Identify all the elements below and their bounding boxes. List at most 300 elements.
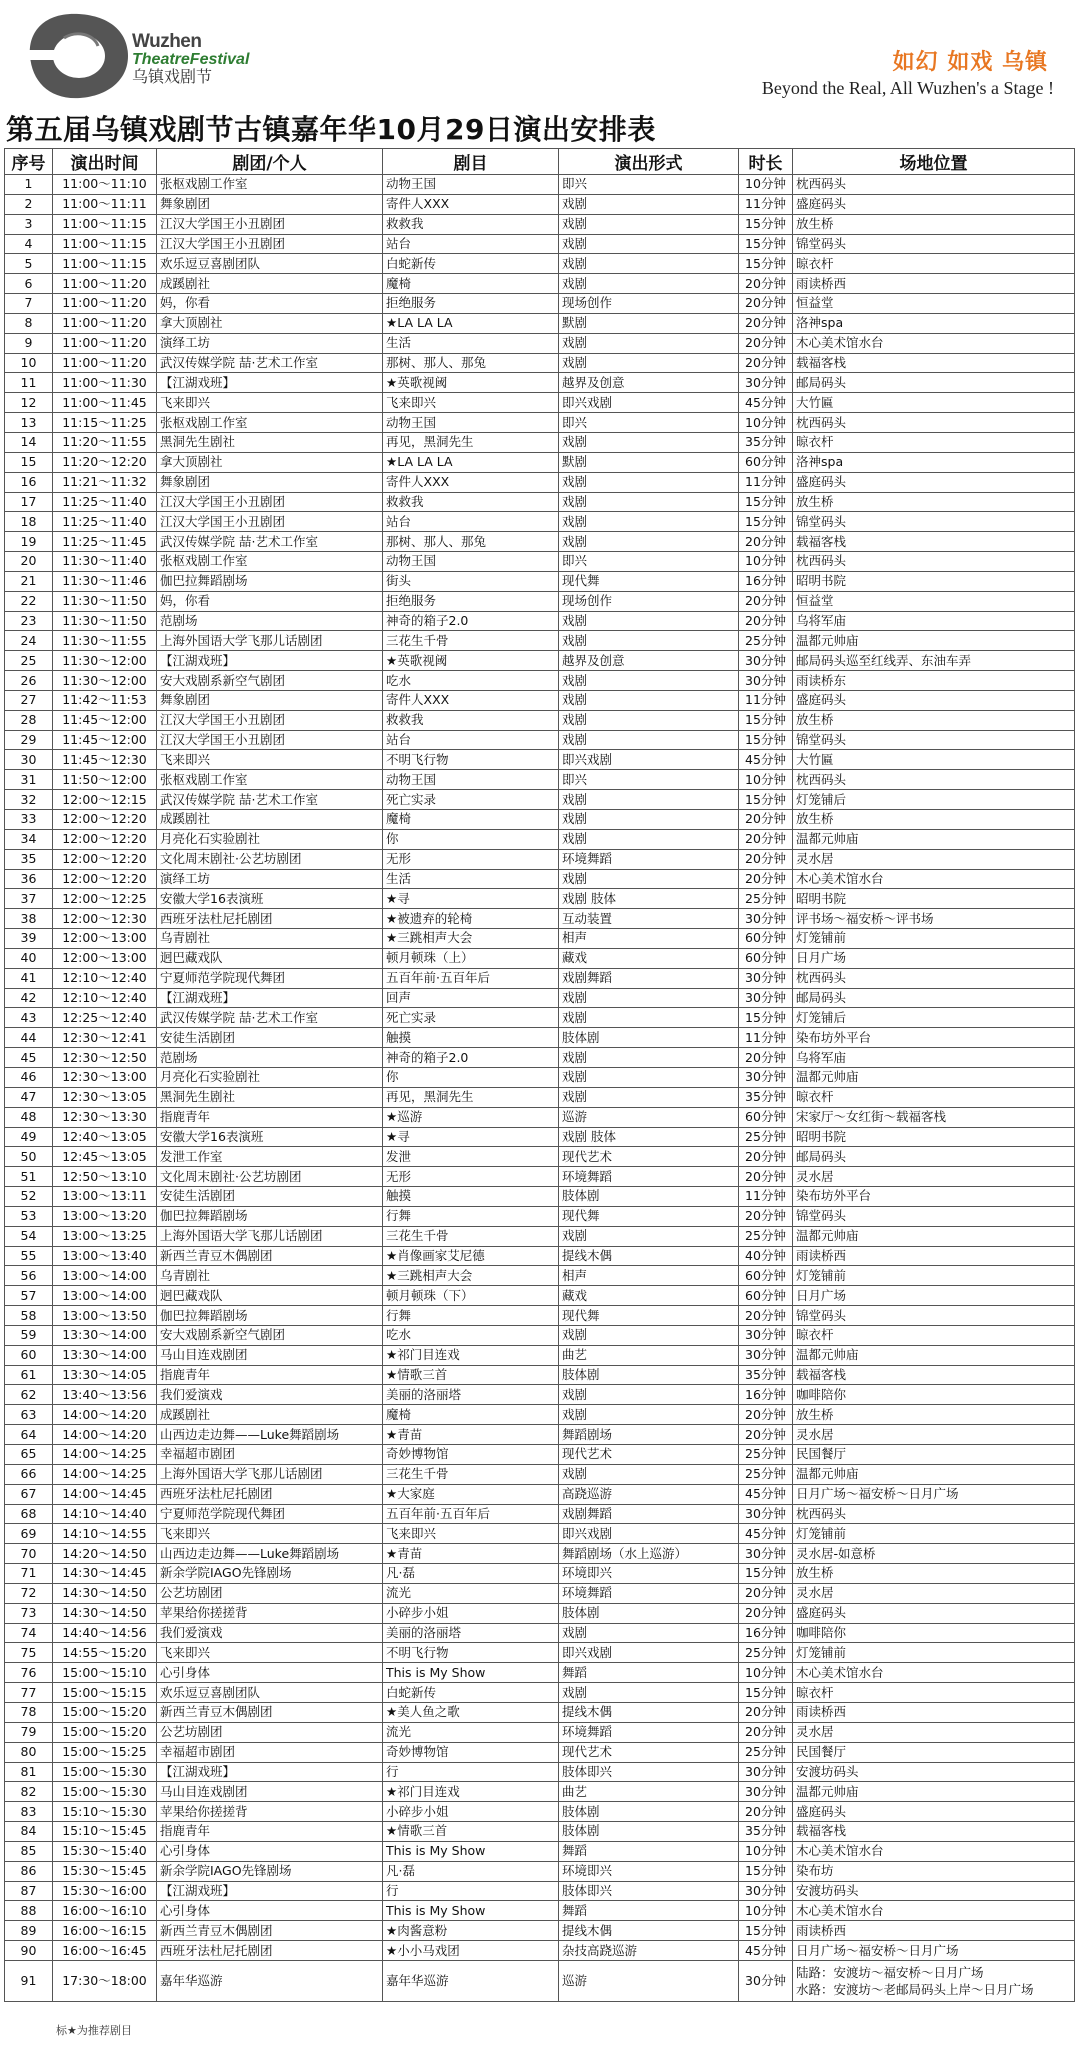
table-row	[5, 1266, 1075, 1286]
cell-troupe: 安徽大学16表演班	[157, 1127, 383, 1147]
cell-index: 29	[5, 730, 53, 750]
cell-duration: 10分钟	[739, 770, 793, 790]
cell-form: 戏剧	[559, 512, 739, 532]
cell-venue: 放生桥	[793, 710, 1075, 730]
cell-troupe: 上海外国语大学飞那儿话剧团	[157, 1226, 383, 1246]
cell-troupe: 成蹊剧社	[157, 810, 383, 830]
cell-troupe: 西班牙法杜尼托剧团	[157, 909, 383, 929]
cell-form: 戏剧	[559, 690, 739, 710]
cell-time: 13:30～14:00	[53, 1325, 157, 1345]
cell-form: 即兴戏剧	[559, 393, 739, 413]
cell-index: 68	[5, 1504, 53, 1524]
cell-venue: 放生桥	[793, 1564, 1075, 1584]
cell-duration: 30分钟	[739, 1067, 793, 1087]
cell-time: 14:10～14:55	[53, 1524, 157, 1544]
cell-troupe: 拿大顶剧社	[157, 313, 383, 333]
cell-play: ★英歌视阈	[383, 373, 559, 393]
cell-form: 舞蹈	[559, 1663, 739, 1683]
cell-venue: 邮局码头巡至红线弄、东油车弄	[793, 651, 1075, 671]
cell-index: 13	[5, 413, 53, 433]
cell-index: 64	[5, 1425, 53, 1445]
cell-troupe: 飞来即兴	[157, 1524, 383, 1544]
cell-form: 戏剧	[559, 631, 739, 651]
table-row	[5, 1246, 1075, 1266]
cell-form: 舞蹈	[559, 1841, 739, 1861]
cell-time: 13:40～13:56	[53, 1385, 157, 1405]
cell-duration: 60分钟	[739, 1107, 793, 1127]
cell-troupe: 迥巴藏戏队	[157, 1286, 383, 1306]
cell-duration: 20分钟	[739, 1425, 793, 1445]
cell-venue: 雨读桥西	[793, 1702, 1075, 1722]
table-row	[5, 1445, 1075, 1465]
cell-duration: 20分钟	[739, 274, 793, 294]
cell-time: 15:00～15:20	[53, 1722, 157, 1742]
cell-index: 63	[5, 1405, 53, 1425]
table-row	[5, 1841, 1075, 1861]
cell-duration: 20分钟	[739, 1306, 793, 1326]
cell-venue: 洛神spa	[793, 452, 1075, 472]
cell-venue: 晾衣杆	[793, 1087, 1075, 1107]
cell-play: 美丽的洛丽塔	[383, 1385, 559, 1405]
cell-form: 即兴戏剧	[559, 750, 739, 770]
cell-venue: 枕西码头	[793, 175, 1075, 195]
cell-venue: 灯笼铺后	[793, 1008, 1075, 1028]
table-row	[5, 1167, 1075, 1187]
cell-troupe: 【江湖戏班】	[157, 988, 383, 1008]
table-row	[5, 1901, 1075, 1921]
cell-form: 戏剧舞蹈	[559, 1504, 739, 1524]
cell-time: 12:00～12:15	[53, 790, 157, 810]
cell-time: 15:30～15:45	[53, 1861, 157, 1881]
brand-line-1: Wuzhen	[132, 31, 202, 52]
cell-time: 15:00～15:25	[53, 1742, 157, 1762]
cell-venue: 大竹匾	[793, 750, 1075, 770]
cell-play: 飞来即兴	[383, 1524, 559, 1544]
cell-troupe: 新西兰青豆木偶剧团	[157, 1921, 383, 1941]
cell-form: 戏剧	[559, 869, 739, 889]
cell-time: 14:10～14:40	[53, 1504, 157, 1524]
table-row	[5, 770, 1075, 790]
cell-form: 肢体即兴	[559, 1881, 739, 1901]
cell-venue: 盛庭码头	[793, 194, 1075, 214]
cell-venue: 雨读桥东	[793, 671, 1075, 691]
cell-index: 26	[5, 671, 53, 691]
cell-play: 生活	[383, 333, 559, 353]
cell-index: 34	[5, 829, 53, 849]
cell-duration: 20分钟	[739, 869, 793, 889]
cell-play: 再见，黑洞先生	[383, 432, 559, 452]
cell-troupe: 安大戏剧系新空气剧团	[157, 1325, 383, 1345]
cell-form: 互动装置	[559, 909, 739, 929]
cell-time: 12:30～12:50	[53, 1048, 157, 1068]
cell-venue: 枕西码头	[793, 770, 1075, 790]
cell-duration: 11分钟	[739, 472, 793, 492]
cell-time: 12:00～12:20	[53, 829, 157, 849]
cell-venue: 枕西码头	[793, 968, 1075, 988]
cell-play: 触摸	[383, 1028, 559, 1048]
cell-troupe: 新西兰青豆木偶剧团	[157, 1702, 383, 1722]
cell-play: 行舞	[383, 1206, 559, 1226]
page-title: 第五届乌镇戏剧节古镇嘉年华10月29日演出安排表	[6, 113, 656, 146]
cell-time: 11:45～12:30	[53, 750, 157, 770]
cell-play: 魔椅	[383, 810, 559, 830]
cell-form: 戏剧	[559, 492, 739, 512]
cell-duration: 35分钟	[739, 432, 793, 452]
cell-form: 戏剧	[559, 810, 739, 830]
cell-play: 嘉年华巡游	[383, 1960, 559, 2001]
cell-venue: 灵水居-如意桥	[793, 1544, 1075, 1564]
cell-index: 80	[5, 1742, 53, 1762]
cell-form: 戏剧	[559, 1405, 739, 1425]
cell-troupe: 妈，你看	[157, 294, 383, 314]
cell-play: 街头	[383, 571, 559, 591]
cell-troupe: 江汉大学国王小丑剧团	[157, 512, 383, 532]
cell-form: 现代舞	[559, 1306, 739, 1326]
cell-venue: 温都元帅庙	[793, 1464, 1075, 1484]
table-row	[5, 492, 1075, 512]
cell-time: 11:00～11:20	[53, 294, 157, 314]
cell-form: 提线木偶	[559, 1921, 739, 1941]
cell-form: 舞蹈剧场	[559, 1425, 739, 1445]
cell-duration: 10分钟	[739, 413, 793, 433]
table-row	[5, 472, 1075, 492]
cell-troupe: 山西边走边舞——Luke舞蹈剧场	[157, 1544, 383, 1564]
cell-time: 14:00～14:20	[53, 1425, 157, 1445]
header-play: 剧目	[383, 149, 559, 175]
cell-troupe: 我们爱演戏	[157, 1385, 383, 1405]
cell-play: 流光	[383, 1722, 559, 1742]
cell-troupe: 飞来即兴	[157, 750, 383, 770]
cell-troupe: 拿大顶剧社	[157, 452, 383, 472]
cell-duration: 15分钟	[739, 492, 793, 512]
cell-duration: 25分钟	[739, 1464, 793, 1484]
cell-time: 11:00～11:30	[53, 373, 157, 393]
cell-venue: 灯笼铺后	[793, 790, 1075, 810]
cell-index: 28	[5, 710, 53, 730]
cell-venue: 盛庭码头	[793, 1802, 1075, 1822]
cell-index: 65	[5, 1445, 53, 1465]
cell-troupe: 江汉大学国王小丑剧团	[157, 730, 383, 750]
table-row	[5, 1623, 1075, 1643]
cell-index: 2	[5, 194, 53, 214]
cell-form: 即兴	[559, 175, 739, 195]
wuzhen-theatre-logo	[24, 10, 134, 102]
cell-duration: 20分钟	[739, 611, 793, 631]
cell-duration: 30分钟	[739, 1762, 793, 1782]
cell-play: 顿月顿珠（上）	[383, 948, 559, 968]
schedule-table	[4, 148, 1075, 2002]
cell-duration: 60分钟	[739, 948, 793, 968]
cell-play: ★大家庭	[383, 1484, 559, 1504]
cell-time: 11:42～11:53	[53, 690, 157, 710]
table-row	[5, 393, 1075, 413]
cell-venue: 安渡坊码头	[793, 1762, 1075, 1782]
cell-time: 14:00～14:25	[53, 1445, 157, 1465]
cell-form: 相声	[559, 1266, 739, 1286]
cell-venue: 晾衣杆	[793, 254, 1075, 274]
cell-form: 戏剧	[559, 1008, 739, 1028]
slogan-english: Beyond the Real, All Wuzhen's a Stage !	[761, 78, 1054, 98]
cell-play: This is My Show	[383, 1901, 559, 1921]
cell-time: 11:00～11:15	[53, 254, 157, 274]
cell-time: 11:25～11:40	[53, 512, 157, 532]
cell-time: 12:10～12:40	[53, 988, 157, 1008]
cell-index: 16	[5, 472, 53, 492]
cell-play: ★被遗弃的轮椅	[383, 909, 559, 929]
cell-index: 53	[5, 1206, 53, 1226]
cell-play: ★英歌视阈	[383, 651, 559, 671]
cell-form: 肢体剧	[559, 1028, 739, 1048]
cell-form: 戏剧	[559, 730, 739, 750]
cell-form: 戏剧	[559, 274, 739, 294]
cell-venue: 晾衣杆	[793, 1325, 1075, 1345]
cell-play: ★巡游	[383, 1107, 559, 1127]
cell-troupe: 公艺坊剧团	[157, 1583, 383, 1603]
cell-troupe: 宁夏师范学院现代舞团	[157, 1504, 383, 1524]
cell-time: 11:25～11:45	[53, 532, 157, 552]
table-row	[5, 1325, 1075, 1345]
cell-venue: 盛庭码头	[793, 690, 1075, 710]
cell-troupe: 上海外国语大学飞那儿话剧团	[157, 631, 383, 651]
cell-duration: 15分钟	[739, 254, 793, 274]
cell-duration: 30分钟	[739, 373, 793, 393]
cell-play: 回声	[383, 988, 559, 1008]
cell-time: 13:30～14:00	[53, 1345, 157, 1365]
cell-troupe: 马山目连戏剧团	[157, 1345, 383, 1365]
cell-form: 现场创作	[559, 294, 739, 314]
cell-form: 戏剧	[559, 710, 739, 730]
table-row	[5, 1187, 1075, 1207]
cell-play: 动物王国	[383, 175, 559, 195]
cell-time: 14:40～14:56	[53, 1623, 157, 1643]
cell-index: 30	[5, 750, 53, 770]
cell-troupe: 乌青剧社	[157, 1266, 383, 1286]
table-row	[5, 849, 1075, 869]
cell-duration: 16分钟	[739, 571, 793, 591]
cell-venue: 盛庭码头	[793, 472, 1075, 492]
cell-duration: 20分钟	[739, 1722, 793, 1742]
cell-time: 14:20～14:50	[53, 1544, 157, 1564]
cell-time: 13:00～13:20	[53, 1206, 157, 1226]
cell-play: 五百年前·五百年后	[383, 1504, 559, 1524]
cell-troupe: 武汉传媒学院 喆·艺术工作室	[157, 353, 383, 373]
table-row	[5, 1226, 1075, 1246]
cell-troupe: 妈，你看	[157, 591, 383, 611]
cell-time: 14:30～14:50	[53, 1583, 157, 1603]
cell-troupe: 成蹊剧社	[157, 1405, 383, 1425]
table-row	[5, 571, 1075, 591]
cell-venue: 温都元帅庙	[793, 1345, 1075, 1365]
cell-index: 37	[5, 889, 53, 909]
cell-form: 默剧	[559, 452, 739, 472]
cell-duration: 45分钟	[739, 393, 793, 413]
table-row	[5, 810, 1075, 830]
cell-form: 肢体剧	[559, 1365, 739, 1385]
cell-play: 救救我	[383, 492, 559, 512]
cell-duration: 20分钟	[739, 1206, 793, 1226]
cell-time: 11:00～11:10	[53, 175, 157, 195]
table-row	[5, 1345, 1075, 1365]
cell-time: 12:45～13:05	[53, 1147, 157, 1167]
cell-duration: 30分钟	[739, 1325, 793, 1345]
cell-time: 13:30～14:05	[53, 1365, 157, 1385]
cell-play: ★祁门目连戏	[383, 1782, 559, 1802]
cell-troupe: 张枢戏剧工作室	[157, 413, 383, 433]
table-row	[5, 631, 1075, 651]
cell-duration: 60分钟	[739, 1266, 793, 1286]
cell-troupe: 西班牙法杜尼托剧团	[157, 1484, 383, 1504]
cell-duration: 60分钟	[739, 1286, 793, 1306]
cell-troupe: 心引身体	[157, 1841, 383, 1861]
cell-play: 动物王国	[383, 770, 559, 790]
cell-play: 神奇的箱子2.0	[383, 1048, 559, 1068]
cell-venue: 温都元帅庙	[793, 829, 1075, 849]
table-row	[5, 294, 1075, 314]
cell-troupe: 我们爱演戏	[157, 1623, 383, 1643]
table-row	[5, 1881, 1075, 1901]
cell-index: 89	[5, 1921, 53, 1941]
cell-troupe: 舞象剧团	[157, 194, 383, 214]
cell-play: ★寻	[383, 1127, 559, 1147]
cell-play: 飞来即兴	[383, 393, 559, 413]
footnote: 标★为推荐剧目	[56, 2024, 132, 2037]
cell-troupe: 伽巴拉舞蹈剧场	[157, 1206, 383, 1226]
cell-index: 90	[5, 1941, 53, 1961]
table-row	[5, 829, 1075, 849]
cell-venue: 锦堂码头	[793, 730, 1075, 750]
table-row	[5, 690, 1075, 710]
cell-troupe: 欢乐逗豆喜剧团队	[157, 254, 383, 274]
cell-play: 拒绝服务	[383, 294, 559, 314]
header-troupe: 剧团/个人	[157, 149, 383, 175]
cell-index: 57	[5, 1286, 53, 1306]
table-row	[5, 1425, 1075, 1445]
cell-index: 55	[5, 1246, 53, 1266]
cell-duration: 20分钟	[739, 532, 793, 552]
cell-time: 15:00～15:10	[53, 1663, 157, 1683]
cell-troupe: 马山目连戏剧团	[157, 1782, 383, 1802]
cell-troupe: 武汉传媒学院 喆·艺术工作室	[157, 532, 383, 552]
table-row	[5, 353, 1075, 373]
table-row	[5, 1802, 1075, 1822]
cell-form: 环境舞蹈	[559, 1583, 739, 1603]
table-row	[5, 889, 1075, 909]
cell-form: 肢体即兴	[559, 1762, 739, 1782]
cell-play: 寄件人XXX	[383, 194, 559, 214]
cell-time: 12:30～13:00	[53, 1067, 157, 1087]
table-row	[5, 552, 1075, 572]
table-row	[5, 214, 1075, 234]
cell-play: 吃水	[383, 1325, 559, 1345]
cell-troupe: 幸福超市剧团	[157, 1445, 383, 1465]
table-row	[5, 1722, 1075, 1742]
cell-index: 61	[5, 1365, 53, 1385]
cell-troupe: 文化周末剧社·公艺坊剧团	[157, 849, 383, 869]
cell-troupe: 【江湖戏班】	[157, 1762, 383, 1782]
cell-index: 7	[5, 294, 53, 314]
cell-duration: 11分钟	[739, 194, 793, 214]
cell-troupe: 月亮化石实验剧社	[157, 829, 383, 849]
cell-play: 站台	[383, 730, 559, 750]
cell-index: 54	[5, 1226, 53, 1246]
cell-play: 不明飞行物	[383, 750, 559, 770]
table-row	[5, 1365, 1075, 1385]
cell-play: 死亡实录	[383, 790, 559, 810]
cell-time: 13:00～13:11	[53, 1187, 157, 1207]
cell-form: 杂技高跷巡游	[559, 1941, 739, 1961]
cell-time: 15:30～15:40	[53, 1841, 157, 1861]
cell-duration: 30分钟	[739, 1960, 793, 2001]
cell-venue: 放生桥	[793, 214, 1075, 234]
cell-time: 11:00～11:20	[53, 353, 157, 373]
table-row	[5, 1028, 1075, 1048]
cell-venue: 枕西码头	[793, 1504, 1075, 1524]
cell-troupe: 指鹿青年	[157, 1365, 383, 1385]
cell-index: 32	[5, 790, 53, 810]
cell-index: 59	[5, 1325, 53, 1345]
cell-index: 69	[5, 1524, 53, 1544]
cell-venue: 温都元帅庙	[793, 631, 1075, 651]
cell-index: 31	[5, 770, 53, 790]
cell-form: 高跷巡游	[559, 1484, 739, 1504]
cell-venue: 咖啡陪你	[793, 1385, 1075, 1405]
cell-troupe: 伽巴拉舞蹈剧场	[157, 571, 383, 591]
cell-duration: 10分钟	[739, 552, 793, 572]
cell-time: 15:30～16:00	[53, 1881, 157, 1901]
cell-form: 戏剧	[559, 829, 739, 849]
brand-line-3: 乌镇戏剧节	[132, 66, 213, 86]
table-row	[5, 1564, 1075, 1584]
cell-play: This is My Show	[383, 1841, 559, 1861]
table-row	[5, 1762, 1075, 1782]
cell-time: 11:15～11:25	[53, 413, 157, 433]
cell-troupe: 江汉大学国王小丑剧团	[157, 214, 383, 234]
cell-duration: 15分钟	[739, 214, 793, 234]
cell-troupe: 安徽大学16表演班	[157, 889, 383, 909]
cell-time: 11:30～11:50	[53, 591, 157, 611]
cell-form: 提线木偶	[559, 1702, 739, 1722]
cell-play: 不明飞行物	[383, 1643, 559, 1663]
cell-venue: 温都元帅庙	[793, 1226, 1075, 1246]
cell-index: 46	[5, 1067, 53, 1087]
cell-duration: 15分钟	[739, 1861, 793, 1881]
cell-time: 11:21～11:32	[53, 472, 157, 492]
cell-play: 寄件人XXX	[383, 472, 559, 492]
cell-duration: 25分钟	[739, 1445, 793, 1465]
cell-time: 11:25～11:40	[53, 492, 157, 512]
table-row	[5, 1524, 1075, 1544]
cell-troupe: 范剧场	[157, 1048, 383, 1068]
cell-form: 曲艺	[559, 1782, 739, 1802]
cell-troupe: 【江湖戏班】	[157, 1881, 383, 1901]
cell-time: 15:00～15:30	[53, 1762, 157, 1782]
cell-time: 13:00～14:00	[53, 1286, 157, 1306]
cell-duration: 20分钟	[739, 591, 793, 611]
cell-duration: 15分钟	[739, 512, 793, 532]
cell-play: ★肖像画家艾尼德	[383, 1246, 559, 1266]
cell-troupe: 张枢戏剧工作室	[157, 175, 383, 195]
cell-form: 环境即兴	[559, 1564, 739, 1584]
cell-duration: 20分钟	[739, 1167, 793, 1187]
cell-troupe: 指鹿青年	[157, 1107, 383, 1127]
table-row	[5, 1583, 1075, 1603]
cell-venue: 木心美术馆水台	[793, 1663, 1075, 1683]
cell-index: 14	[5, 432, 53, 452]
cell-troupe: 新余学院IAGO先锋剧场	[157, 1564, 383, 1584]
cell-form: 默剧	[559, 313, 739, 333]
cell-play: 流光	[383, 1583, 559, 1603]
cell-form: 藏戏	[559, 1286, 739, 1306]
